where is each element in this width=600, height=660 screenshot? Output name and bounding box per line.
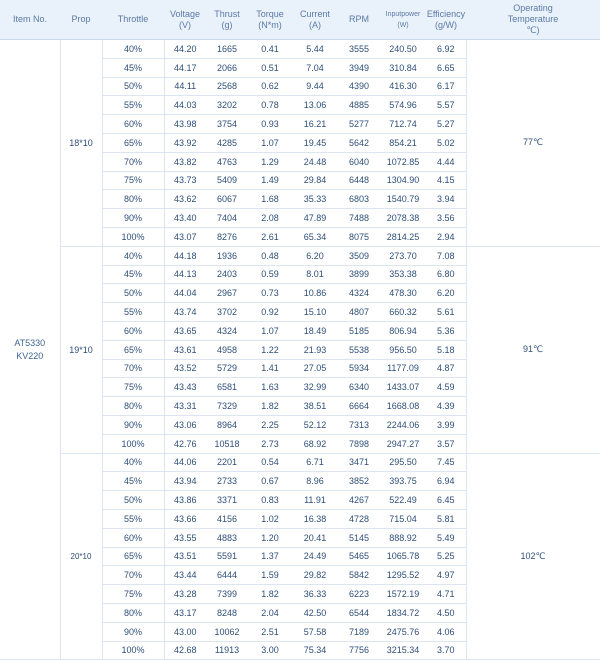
voltage-cell: 43.51 xyxy=(164,547,206,566)
inputpower-cell: 1572.19 xyxy=(380,585,426,604)
thrust-cell: 8964 xyxy=(206,415,248,434)
thrust-cell: 2066 xyxy=(206,58,248,77)
voltage-cell: 43.62 xyxy=(164,190,206,209)
efficiency-cell: 4.39 xyxy=(426,397,466,416)
voltage-cell: 43.06 xyxy=(164,415,206,434)
efficiency-cell: 4.97 xyxy=(426,566,466,585)
inputpower-cell: 1177.09 xyxy=(380,359,426,378)
current-cell: 47.89 xyxy=(292,209,338,228)
header-rpm: RPM xyxy=(338,0,380,40)
inputpower-cell: 522.49 xyxy=(380,491,426,510)
rpm-cell: 5842 xyxy=(338,566,380,585)
throttle-cell: 90% xyxy=(102,209,164,228)
throttle-cell: 45% xyxy=(102,58,164,77)
efficiency-cell: 4.50 xyxy=(426,603,466,622)
torque-cell: 0.54 xyxy=(248,453,292,472)
thrust-cell: 3202 xyxy=(206,96,248,115)
throttle-cell: 65% xyxy=(102,340,164,359)
throttle-cell: 60% xyxy=(102,115,164,134)
voltage-cell: 43.40 xyxy=(164,209,206,228)
rpm-cell: 7488 xyxy=(338,209,380,228)
voltage-cell: 43.66 xyxy=(164,509,206,528)
thrust-cell: 7404 xyxy=(206,209,248,228)
current-cell: 11.91 xyxy=(292,491,338,510)
voltage-cell: 43.74 xyxy=(164,303,206,322)
efficiency-cell: 4.71 xyxy=(426,585,466,604)
efficiency-cell: 6.20 xyxy=(426,284,466,303)
current-cell: 9.44 xyxy=(292,77,338,96)
throttle-cell: 65% xyxy=(102,133,164,152)
thrust-cell: 10518 xyxy=(206,434,248,453)
efficiency-cell: 5.61 xyxy=(426,303,466,322)
header-torque: Torque (N*m) xyxy=(248,0,292,40)
rpm-cell: 5465 xyxy=(338,547,380,566)
rpm-cell: 5642 xyxy=(338,133,380,152)
current-cell: 68.92 xyxy=(292,434,338,453)
thrust-cell: 11913 xyxy=(206,641,248,660)
header-inputpower: Inputpower (W) xyxy=(380,0,426,40)
current-cell: 7.04 xyxy=(292,58,338,77)
inputpower-cell: 1072.85 xyxy=(380,152,426,171)
voltage-cell: 44.06 xyxy=(164,453,206,472)
throttle-cell: 70% xyxy=(102,359,164,378)
current-cell: 8.01 xyxy=(292,265,338,284)
voltage-cell: 43.44 xyxy=(164,566,206,585)
throttle-cell: 50% xyxy=(102,284,164,303)
torque-cell: 1.02 xyxy=(248,509,292,528)
torque-cell: 0.48 xyxy=(248,246,292,265)
inputpower-cell: 1304.90 xyxy=(380,171,426,190)
rpm-cell: 7189 xyxy=(338,622,380,641)
torque-cell: 0.92 xyxy=(248,303,292,322)
torque-cell: 2.25 xyxy=(248,415,292,434)
thrust-cell: 4883 xyxy=(206,528,248,547)
table-row xyxy=(0,453,600,472)
thrust-cell: 10062 xyxy=(206,622,248,641)
torque-cell: 0.62 xyxy=(248,77,292,96)
torque-cell: 0.51 xyxy=(248,58,292,77)
torque-cell: 0.41 xyxy=(248,40,292,59)
voltage-cell: 43.73 xyxy=(164,171,206,190)
table-header xyxy=(0,0,600,40)
throttle-cell: 100% xyxy=(102,641,164,660)
header-voltage: Voltage (V) xyxy=(164,0,206,40)
rpm-cell: 6040 xyxy=(338,152,380,171)
inputpower-cell: 712.74 xyxy=(380,115,426,134)
operating-temperature-cell: 102℃ xyxy=(466,453,600,660)
prop-cell: 19*10 xyxy=(60,246,102,453)
voltage-cell: 43.17 xyxy=(164,603,206,622)
rpm-cell: 5185 xyxy=(338,321,380,340)
throttle-cell: 65% xyxy=(102,547,164,566)
voltage-cell: 43.98 xyxy=(164,115,206,134)
thrust-cell: 6067 xyxy=(206,190,248,209)
rpm-cell: 6340 xyxy=(338,378,380,397)
torque-cell: 0.73 xyxy=(248,284,292,303)
current-cell: 38.51 xyxy=(292,397,338,416)
inputpower-cell: 888.92 xyxy=(380,528,426,547)
inputpower-cell: 3215.34 xyxy=(380,641,426,660)
rpm-cell: 4885 xyxy=(338,96,380,115)
voltage-cell: 43.28 xyxy=(164,585,206,604)
throttle-cell: 45% xyxy=(102,472,164,491)
table-body xyxy=(0,40,600,660)
rpm-cell: 3949 xyxy=(338,58,380,77)
current-cell: 52.12 xyxy=(292,415,338,434)
current-cell: 15.10 xyxy=(292,303,338,322)
efficiency-cell: 5.25 xyxy=(426,547,466,566)
prop-cell: 18*10 xyxy=(60,40,102,247)
throttle-cell: 100% xyxy=(102,434,164,453)
torque-cell: 0.67 xyxy=(248,472,292,491)
torque-cell: 1.59 xyxy=(248,566,292,585)
rpm-cell: 3509 xyxy=(338,246,380,265)
rpm-cell: 6803 xyxy=(338,190,380,209)
efficiency-cell: 2.94 xyxy=(426,227,466,246)
thrust-cell: 2733 xyxy=(206,472,248,491)
efficiency-cell: 3.56 xyxy=(426,209,466,228)
thrust-cell: 1665 xyxy=(206,40,248,59)
header-item-no: Item No. xyxy=(0,0,60,40)
voltage-cell: 44.04 xyxy=(164,284,206,303)
current-cell: 24.49 xyxy=(292,547,338,566)
efficiency-cell: 3.57 xyxy=(426,434,466,453)
current-cell: 8.96 xyxy=(292,472,338,491)
efficiency-cell: 6.17 xyxy=(426,77,466,96)
rpm-cell: 4728 xyxy=(338,509,380,528)
inputpower-cell: 1433.07 xyxy=(380,378,426,397)
inputpower-cell: 1065.78 xyxy=(380,547,426,566)
inputpower-cell: 240.50 xyxy=(380,40,426,59)
voltage-cell: 43.94 xyxy=(164,472,206,491)
rpm-cell: 4324 xyxy=(338,284,380,303)
torque-cell: 1.82 xyxy=(248,585,292,604)
throttle-cell: 90% xyxy=(102,622,164,641)
throttle-cell: 80% xyxy=(102,397,164,416)
throttle-cell: 40% xyxy=(102,246,164,265)
throttle-cell: 90% xyxy=(102,415,164,434)
throttle-cell: 45% xyxy=(102,265,164,284)
current-cell: 5.44 xyxy=(292,40,338,59)
thrust-cell: 3754 xyxy=(206,115,248,134)
header-thrust: Thrust (g) xyxy=(206,0,248,40)
thrust-cell: 6444 xyxy=(206,566,248,585)
thrust-cell: 7329 xyxy=(206,397,248,416)
thrust-cell: 3371 xyxy=(206,491,248,510)
inputpower-cell: 1540.79 xyxy=(380,190,426,209)
current-cell: 42.50 xyxy=(292,603,338,622)
rpm-cell: 7756 xyxy=(338,641,380,660)
voltage-cell: 43.65 xyxy=(164,321,206,340)
thrust-cell: 4324 xyxy=(206,321,248,340)
voltage-cell: 43.92 xyxy=(164,133,206,152)
thrust-cell: 2201 xyxy=(206,453,248,472)
header-operating-temperature: Operating Temperature ℃) xyxy=(466,0,600,40)
current-cell: 20.41 xyxy=(292,528,338,547)
current-cell: 24.48 xyxy=(292,152,338,171)
inputpower-cell: 1668.08 xyxy=(380,397,426,416)
efficiency-cell: 5.81 xyxy=(426,509,466,528)
thrust-cell: 4156 xyxy=(206,509,248,528)
torque-cell: 1.07 xyxy=(248,321,292,340)
throttle-cell: 75% xyxy=(102,585,164,604)
throttle-cell: 75% xyxy=(102,378,164,397)
inputpower-cell: 660.32 xyxy=(380,303,426,322)
header-row xyxy=(0,0,600,40)
inputpower-cell: 2814.25 xyxy=(380,227,426,246)
inputpower-cell: 574.96 xyxy=(380,96,426,115)
rpm-cell: 5934 xyxy=(338,359,380,378)
torque-cell: 1.20 xyxy=(248,528,292,547)
efficiency-cell: 3.99 xyxy=(426,415,466,434)
efficiency-cell: 3.94 xyxy=(426,190,466,209)
rpm-cell: 4807 xyxy=(338,303,380,322)
efficiency-cell: 3.70 xyxy=(426,641,466,660)
inputpower-cell: 715.04 xyxy=(380,509,426,528)
thrust-cell: 2403 xyxy=(206,265,248,284)
inputpower-cell: 806.94 xyxy=(380,321,426,340)
throttle-cell: 80% xyxy=(102,603,164,622)
item-no-line: KV220 xyxy=(16,350,44,361)
current-cell: 10.86 xyxy=(292,284,338,303)
rpm-cell: 3899 xyxy=(338,265,380,284)
inputpower-cell: 1295.52 xyxy=(380,566,426,585)
rpm-cell: 4267 xyxy=(338,491,380,510)
voltage-cell: 43.86 xyxy=(164,491,206,510)
rpm-cell: 5277 xyxy=(338,115,380,134)
current-cell: 6.20 xyxy=(292,246,338,265)
rpm-cell: 6544 xyxy=(338,603,380,622)
torque-cell: 1.22 xyxy=(248,340,292,359)
header-efficiency: Efficiency (g/W) xyxy=(426,0,466,40)
throttle-cell: 55% xyxy=(102,96,164,115)
inputpower-cell: 478.30 xyxy=(380,284,426,303)
inputpower-cell: 2244.06 xyxy=(380,415,426,434)
throttle-cell: 70% xyxy=(102,152,164,171)
inputpower-cell: 854.21 xyxy=(380,133,426,152)
inputpower-cell: 956.50 xyxy=(380,340,426,359)
current-cell: 16.38 xyxy=(292,509,338,528)
inputpower-cell: 310.84 xyxy=(380,58,426,77)
throttle-cell: 70% xyxy=(102,566,164,585)
thrust-cell: 5591 xyxy=(206,547,248,566)
inputpower-cell: 2947.27 xyxy=(380,434,426,453)
header-throttle: Throttle xyxy=(102,0,164,40)
rpm-cell: 6448 xyxy=(338,171,380,190)
current-cell: 32.99 xyxy=(292,378,338,397)
inputpower-cell: 2078.38 xyxy=(380,209,426,228)
voltage-cell: 43.61 xyxy=(164,340,206,359)
table-row xyxy=(0,40,600,59)
efficiency-cell: 4.06 xyxy=(426,622,466,641)
voltage-cell: 43.31 xyxy=(164,397,206,416)
torque-cell: 3.00 xyxy=(248,641,292,660)
torque-cell: 2.08 xyxy=(248,209,292,228)
efficiency-cell: 7.08 xyxy=(426,246,466,265)
throttle-cell: 60% xyxy=(102,528,164,547)
efficiency-cell: 6.92 xyxy=(426,40,466,59)
torque-cell: 2.51 xyxy=(248,622,292,641)
voltage-cell: 44.20 xyxy=(164,40,206,59)
throttle-cell: 50% xyxy=(102,491,164,510)
efficiency-cell: 4.87 xyxy=(426,359,466,378)
rpm-cell: 6223 xyxy=(338,585,380,604)
thrust-cell: 5409 xyxy=(206,171,248,190)
throttle-cell: 40% xyxy=(102,453,164,472)
header-current: Current (A) xyxy=(292,0,338,40)
throttle-cell: 75% xyxy=(102,171,164,190)
voltage-cell: 42.68 xyxy=(164,641,206,660)
rpm-cell: 5145 xyxy=(338,528,380,547)
current-cell: 29.84 xyxy=(292,171,338,190)
voltage-cell: 43.52 xyxy=(164,359,206,378)
voltage-cell: 43.55 xyxy=(164,528,206,547)
efficiency-cell: 5.36 xyxy=(426,321,466,340)
voltage-cell: 44.03 xyxy=(164,96,206,115)
voltage-cell: 44.18 xyxy=(164,246,206,265)
thrust-cell: 5729 xyxy=(206,359,248,378)
torque-cell: 1.29 xyxy=(248,152,292,171)
torque-cell: 2.73 xyxy=(248,434,292,453)
inputpower-cell: 273.70 xyxy=(380,246,426,265)
inputpower-cell: 353.38 xyxy=(380,265,426,284)
efficiency-cell: 4.15 xyxy=(426,171,466,190)
efficiency-cell: 5.02 xyxy=(426,133,466,152)
thrust-cell: 3702 xyxy=(206,303,248,322)
efficiency-cell: 5.57 xyxy=(426,96,466,115)
efficiency-cell: 5.27 xyxy=(426,115,466,134)
thrust-cell: 4285 xyxy=(206,133,248,152)
torque-cell: 1.68 xyxy=(248,190,292,209)
current-cell: 29.82 xyxy=(292,566,338,585)
rpm-cell: 5538 xyxy=(338,340,380,359)
header-prop: Prop xyxy=(60,0,102,40)
rpm-cell: 7898 xyxy=(338,434,380,453)
torque-cell: 0.83 xyxy=(248,491,292,510)
current-cell: 75.34 xyxy=(292,641,338,660)
efficiency-cell: 7.45 xyxy=(426,453,466,472)
thrust-cell: 4763 xyxy=(206,152,248,171)
current-cell: 6.71 xyxy=(292,453,338,472)
throttle-cell: 40% xyxy=(102,40,164,59)
thrust-cell: 6581 xyxy=(206,378,248,397)
operating-temperature-cell: 91℃ xyxy=(466,246,600,453)
torque-cell: 0.59 xyxy=(248,265,292,284)
efficiency-cell: 6.65 xyxy=(426,58,466,77)
rpm-cell: 4390 xyxy=(338,77,380,96)
torque-cell: 1.49 xyxy=(248,171,292,190)
rpm-cell: 3852 xyxy=(338,472,380,491)
current-cell: 57.58 xyxy=(292,622,338,641)
voltage-cell: 42.76 xyxy=(164,434,206,453)
thrust-cell: 7399 xyxy=(206,585,248,604)
torque-cell: 2.61 xyxy=(248,227,292,246)
current-cell: 35.33 xyxy=(292,190,338,209)
inputpower-cell: 1834.72 xyxy=(380,603,426,622)
voltage-cell: 44.11 xyxy=(164,77,206,96)
current-cell: 19.45 xyxy=(292,133,338,152)
prop-cell: 20*10 xyxy=(60,453,102,660)
throttle-cell: 55% xyxy=(102,303,164,322)
item-no-line: AT5330 xyxy=(14,337,46,348)
voltage-cell: 43.82 xyxy=(164,152,206,171)
table-row xyxy=(0,246,600,265)
throttle-cell: 50% xyxy=(102,77,164,96)
inputpower-cell: 393.75 xyxy=(380,472,426,491)
inputpower-cell: 295.50 xyxy=(380,453,426,472)
voltage-cell: 43.00 xyxy=(164,622,206,641)
torque-cell: 1.41 xyxy=(248,359,292,378)
thrust-cell: 2967 xyxy=(206,284,248,303)
rpm-cell: 3555 xyxy=(338,40,380,59)
efficiency-cell: 5.18 xyxy=(426,340,466,359)
torque-cell: 1.07 xyxy=(248,133,292,152)
throttle-cell: 55% xyxy=(102,509,164,528)
thrust-cell: 1936 xyxy=(206,246,248,265)
voltage-cell: 43.43 xyxy=(164,378,206,397)
efficiency-cell: 6.80 xyxy=(426,265,466,284)
torque-cell: 0.78 xyxy=(248,96,292,115)
rpm-cell: 8075 xyxy=(338,227,380,246)
torque-cell: 1.37 xyxy=(248,547,292,566)
current-cell: 18.49 xyxy=(292,321,338,340)
efficiency-cell: 4.59 xyxy=(426,378,466,397)
throttle-cell: 60% xyxy=(102,321,164,340)
efficiency-cell: 6.45 xyxy=(426,491,466,510)
rpm-cell: 7313 xyxy=(338,415,380,434)
torque-cell: 2.04 xyxy=(248,603,292,622)
item-no-cell xyxy=(0,40,60,660)
efficiency-cell: 4.44 xyxy=(426,152,466,171)
current-cell: 36.33 xyxy=(292,585,338,604)
thrust-cell: 8276 xyxy=(206,227,248,246)
voltage-cell: 44.13 xyxy=(164,265,206,284)
throttle-cell: 80% xyxy=(102,190,164,209)
current-cell: 21.93 xyxy=(292,340,338,359)
current-cell: 16.21 xyxy=(292,115,338,134)
rpm-cell: 3471 xyxy=(338,453,380,472)
torque-cell: 1.63 xyxy=(248,378,292,397)
inputpower-cell: 416.30 xyxy=(380,77,426,96)
inputpower-cell: 2475.76 xyxy=(380,622,426,641)
thrust-cell: 2568 xyxy=(206,77,248,96)
thrust-cell: 8248 xyxy=(206,603,248,622)
torque-cell: 1.82 xyxy=(248,397,292,416)
current-cell: 27.05 xyxy=(292,359,338,378)
rpm-cell: 6664 xyxy=(338,397,380,416)
thrust-cell: 4958 xyxy=(206,340,248,359)
voltage-cell: 43.07 xyxy=(164,227,206,246)
throttle-cell: 100% xyxy=(102,227,164,246)
current-cell: 65.34 xyxy=(292,227,338,246)
voltage-cell: 44.17 xyxy=(164,58,206,77)
current-cell: 13.06 xyxy=(292,96,338,115)
efficiency-cell: 6.94 xyxy=(426,472,466,491)
torque-cell: 0.93 xyxy=(248,115,292,134)
efficiency-cell: 5.49 xyxy=(426,528,466,547)
operating-temperature-cell: 77℃ xyxy=(466,40,600,247)
